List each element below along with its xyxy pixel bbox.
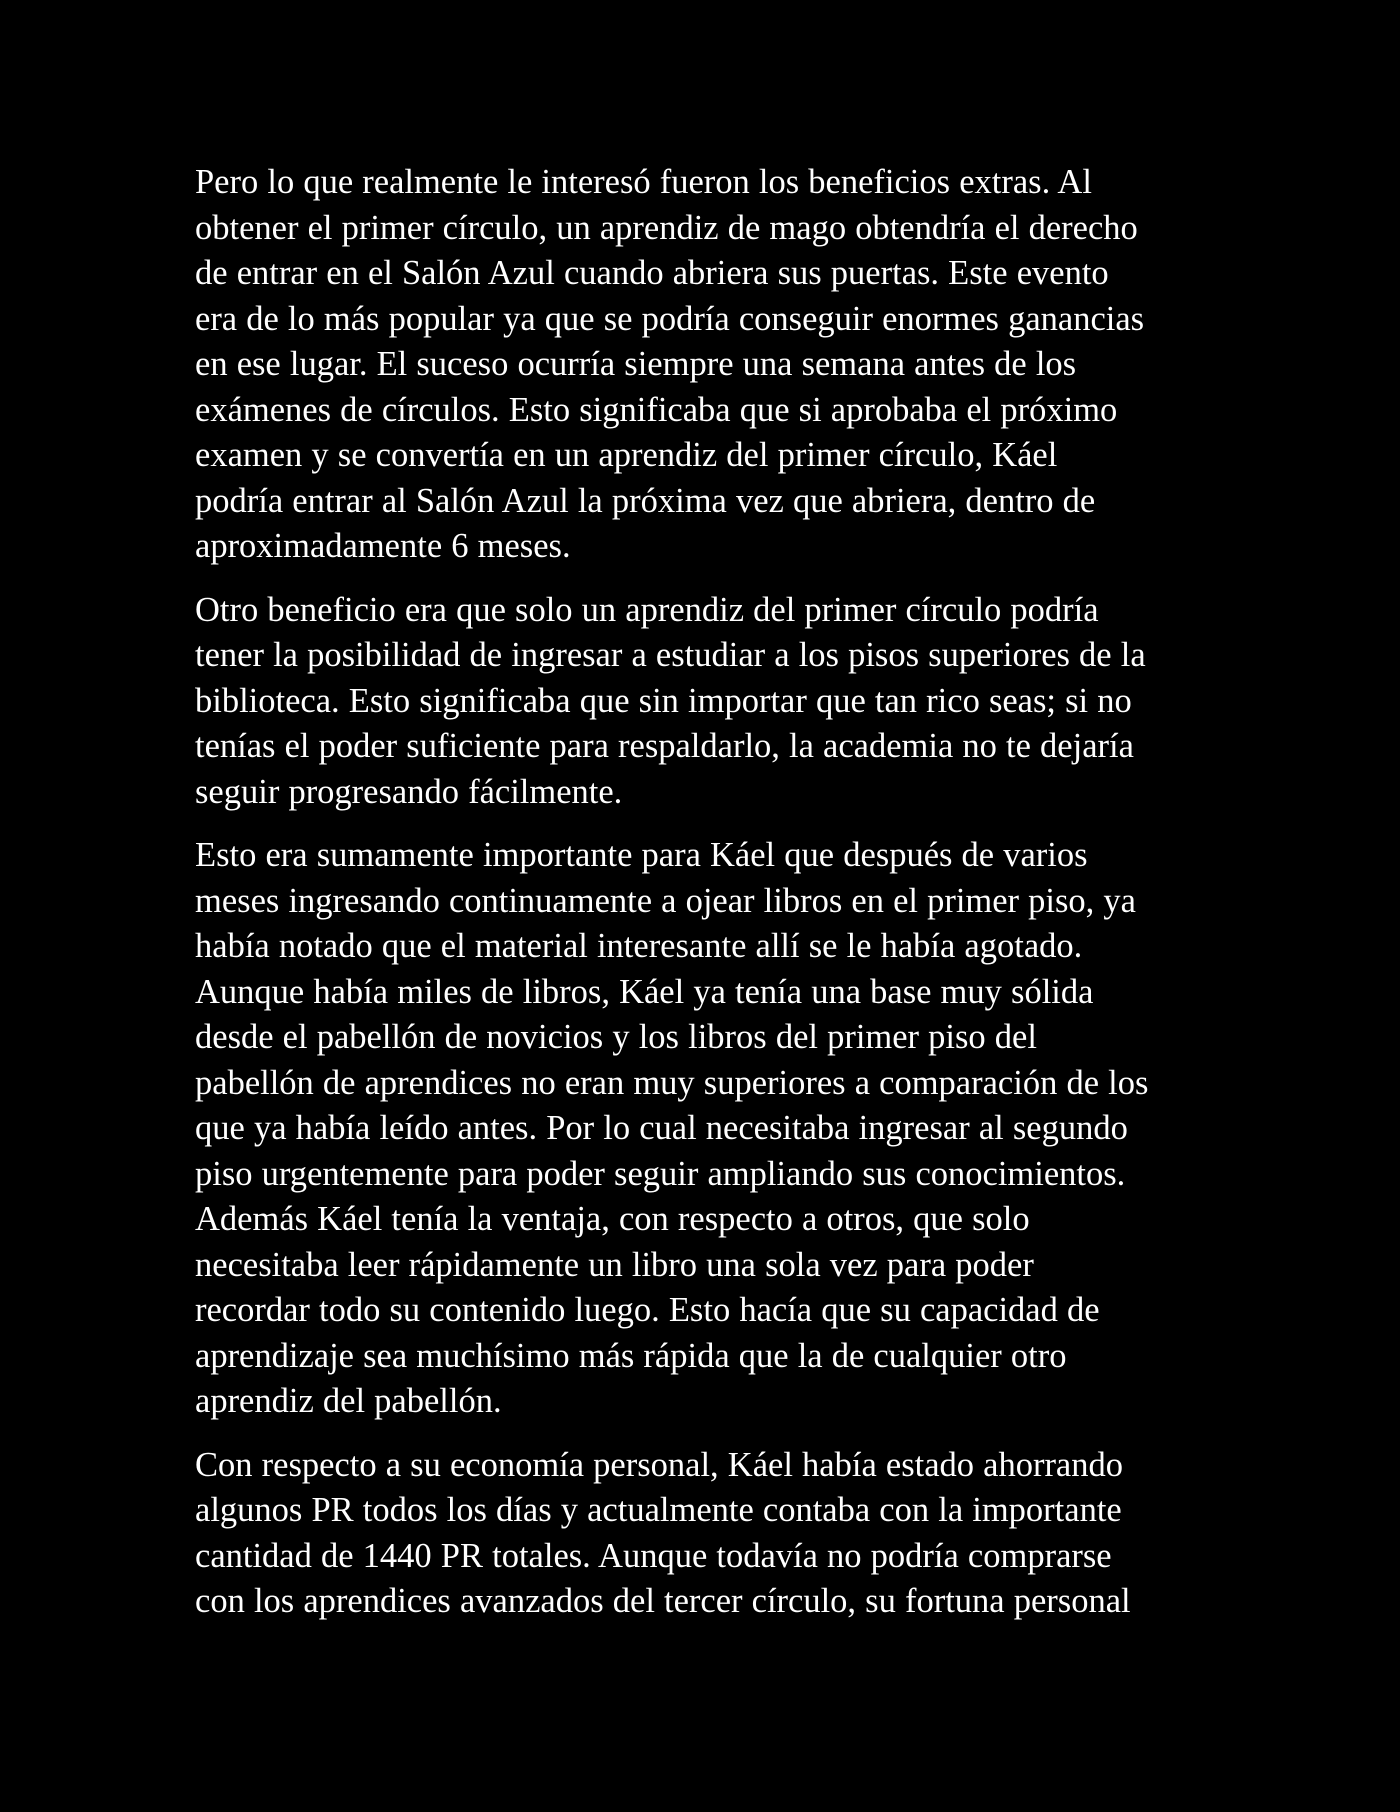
text-line: Otro beneficio era que solo un aprendiz del primer círculo podría xyxy=(195,590,1099,629)
text-line: examen y se convertía en un aprendiz del primer círculo, Káel xyxy=(195,436,1058,474)
paragraph-1 xyxy=(195,160,1205,570)
text-line: cantidad de 1440 PR totales. Aunque todavía no podría comprarse xyxy=(195,1536,1112,1575)
text-line: Esto era sumamente importante para Káel que después de varios xyxy=(195,836,1088,874)
text-line: seguir progresando fácilmente. xyxy=(195,772,623,811)
text-line: desde el pabellón de novicios y los libros del primer piso del xyxy=(195,1018,1037,1056)
paragraph-2 xyxy=(195,588,1205,816)
text-line: en ese lugar. El suceso ocurría siempre una semana antes de los xyxy=(195,345,1077,383)
text-line: Además Káel tenía la ventaja, con respecto a otros, que solo xyxy=(195,1200,1030,1238)
text-line: Aunque había miles de libros, Káel ya tenía una base muy sólida xyxy=(195,972,1094,1011)
text-line: que ya había leído antes. Por lo cual necesitaba ingresar al segundo xyxy=(195,1109,1128,1147)
text-line: aprendizaje sea muchísimo más rápida que la de cualquier otro xyxy=(195,1336,1067,1375)
text-line: era de lo más popular ya que se podría conseguir enormes ganancias xyxy=(195,299,1145,338)
text-line: podría entrar al Salón Azul la próxima vez que abriera, dentro de xyxy=(195,481,1096,520)
text-line: meses ingresando continuamente a ojear libros en el primer piso, ya xyxy=(195,881,1136,920)
paragraph-4 xyxy=(195,1443,1205,1625)
text-line: pabellón de aprendices no eran muy superiores a comparación de los xyxy=(195,1063,1149,1102)
text-line: tener la posibilidad de ingresar a estudiar a los pisos superiores de la xyxy=(195,636,1146,674)
text-line: aprendiz del pabellón. xyxy=(195,1382,502,1420)
text-line: exámenes de círculos. Esto significaba que si aprobaba el próximo xyxy=(195,390,1118,429)
text-line: necesitaba leer rápidamente un libro una sola vez para poder xyxy=(195,1245,1034,1284)
text-line: algunos PR todos los días y actualmente contaba con la importante xyxy=(195,1491,1122,1529)
text-line: tenías el poder suficiente para respaldarlo, la academia no te dejaría xyxy=(195,727,1134,765)
text-line: Pero lo que realmente le interesó fueron los beneficios extras. Al xyxy=(195,163,1092,201)
paragraph-3 xyxy=(195,833,1205,1425)
text-line: de entrar en el Salón Azul cuando abriera sus puertas. Este evento xyxy=(195,254,1109,292)
text-line: biblioteca. Esto significaba que sin importar que tan rico seas; si no xyxy=(195,681,1132,720)
text-line: aproximadamente 6 meses. xyxy=(195,527,571,565)
text-column xyxy=(195,160,1205,1643)
text-line: había notado que el material interesante allí se le había agotado. xyxy=(195,927,1083,965)
text-line: piso urgentemente para poder seguir ampliando sus conocimientos. xyxy=(195,1154,1126,1193)
text-line: recordar todo su contenido luego. Esto hacía que su capacidad de xyxy=(195,1291,1100,1329)
text-line: obtener el primer círculo, un aprendiz de mago obtendría el derecho xyxy=(195,208,1138,247)
text-line: con los aprendices avanzados del tercer círculo, su fortuna personal xyxy=(195,1582,1131,1620)
text-line: Con respecto a su economía personal, Káel había estado ahorrando xyxy=(195,1445,1123,1484)
